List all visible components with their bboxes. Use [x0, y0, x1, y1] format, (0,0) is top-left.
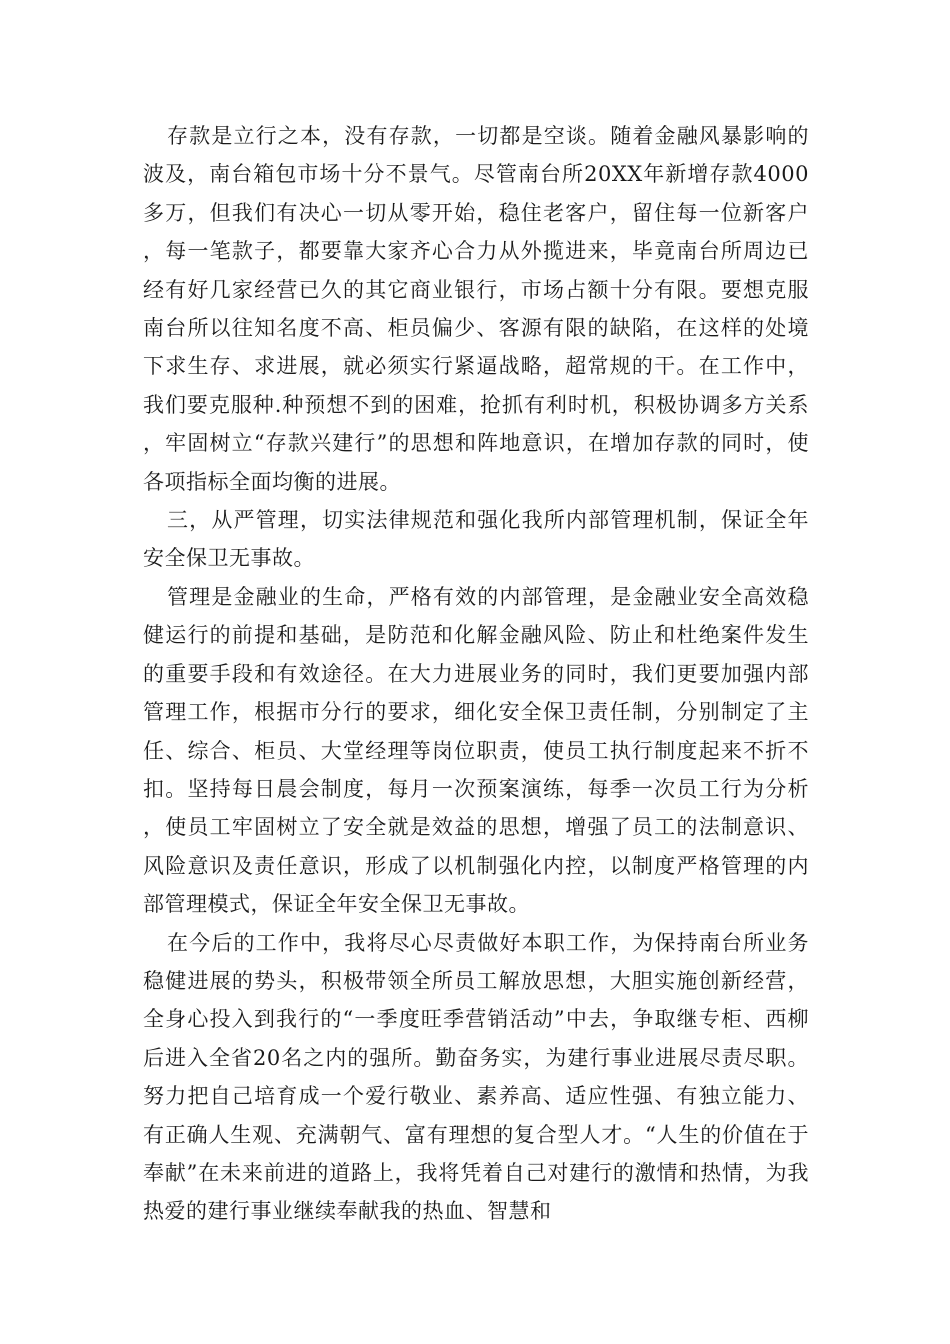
paragraph-deposits: 存款是立行之本，没有存款，一切都是空谈。随着金融风暴影响的波及，南台箱包市场十分不景气。尽管南台所20XX年新增存款4000多万，但我们有决心一切从零开始，稳住老客户，留住每一位新客户，每一笔款子，都要靠大家齐心合力从外揽进来，毕竟南台所周边已经有好几家经营已久的其它商业银行，市场占额十分有限。要想克服南台所以往知名度不高、柜员偏少、客源有限的缺陷，在这样的处境下求生存、求进展，就必须实行紧逼战略，超常规的干。在工作中，我们要克服种.种预想不到的困难，抢抓有利时机，积极协调多方关系，牢固树立“存款兴建行”的思想和阵地意识，在增加存款的同时，使各项指标全面均衡的进展。	[143, 124, 809, 494]
paragraph-section-three-heading: 三，从严管理，切实法律规范和强化我所内部管理机制，保证全年安全保卫无事故。	[143, 508, 809, 571]
paragraph-management: 管理是金融业的生命，严格有效的内部管理，是金融业安全高效稳健运行的前提和基础，是防范和化解金融风险、防止和杜绝案件发生的重要手段和有效途径。在大力进展业务的同时，我们更要加强内部管理工作，根据市分行的要求，细化安全保卫责任制，分别制定了主任、综合、柜员、大堂经理等岗位职责，使员工执行制度起来不折不扣。坚持每日晨会制度，每月一次预案演练，每季一次员工行为分析，使员工牢固树立了安全就是效益的思想，增强了员工的法制意识、风险意识及责任意识，形成了以机制强化内控，以制度严格管理的内部管理模式，保证全年安全保卫无事故。	[143, 584, 809, 917]
document-page	[143, 117, 809, 1231]
paragraph-future-work: 在今后的工作中，我将尽心尽责做好本职工作，为保持南台所业务稳健进展的势头，积极带领全所员工解放思想，大胆实施创新经营，全身心投入到我行的“一季度旺季营销活动”中去，争取继专柜、西柳后进入全省20名之内的强所。勤奋务实，为建行事业进展尽责尽职。努力把自己培育成一个爱行敬业、素养高、适应性强、有独立能力、有正确人生观、充满朝气、富有理想的复合型人才。“人生的价值在于奉献”在未来前进的道路上，我将凭着自己对建行的激情和热情，为我热爱的建行事业继续奉献我的热血、智慧和	[143, 930, 809, 1224]
